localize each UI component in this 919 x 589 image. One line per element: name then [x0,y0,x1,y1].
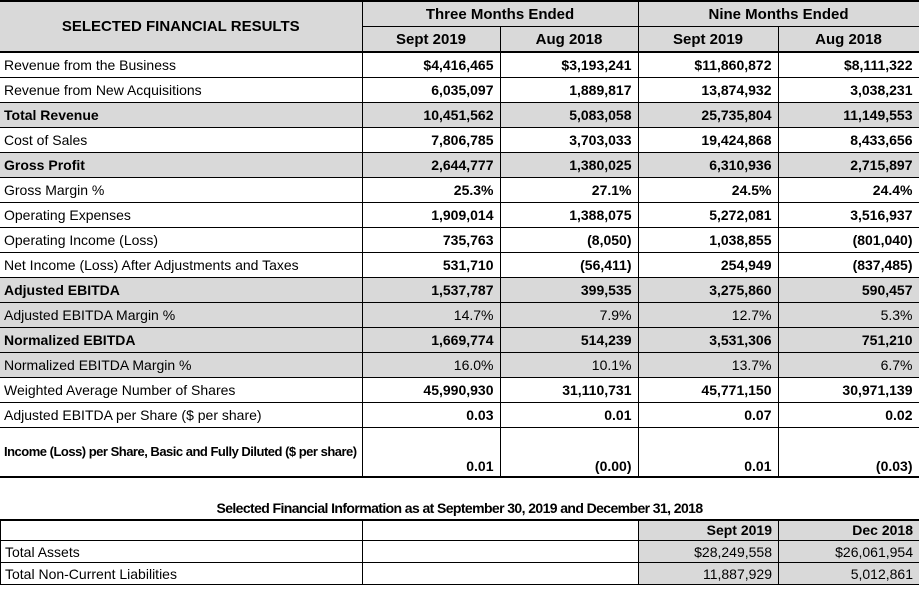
cell-three-sept-2019: 1,669,774 [362,328,500,353]
table-row [0,78,919,103]
cell-nine-sept-2019: 3,531,306 [638,328,778,353]
balance-header-blank-2 [363,519,639,541]
cell-nine-aug-2018: 3,038,231 [778,78,919,103]
row-label: Weighted Average Number of Shares [0,378,362,403]
cell-nine-sept-2019: 25,735,804 [638,103,778,128]
balance-cell-sept-2019: 11,887,929 [639,563,779,585]
balance-row-label: Total Non-Current Liabilities [1,563,363,585]
table-row [0,253,919,278]
cell-three-sept-2019: 0.03 [362,403,500,428]
table-row [0,178,919,203]
table-row [0,353,919,378]
cell-three-aug-2018: (0.00) [500,428,638,478]
column-header-nine-sept-2019: Sept 2019 [638,27,778,53]
balance-spacer-cell [363,563,639,585]
column-header-three-sept-2019: Sept 2019 [362,27,500,53]
cell-three-sept-2019: 1,909,014 [362,203,500,228]
cell-three-aug-2018: 1,388,075 [500,203,638,228]
balance-column-header-dec-2018: Dec 2018 [779,519,919,541]
row-label: Gross Margin % [0,178,362,203]
row-label: Total Revenue [0,103,362,128]
cell-three-sept-2019: 10,451,562 [362,103,500,128]
cell-nine-aug-2018: (0.03) [778,428,919,478]
cell-nine-aug-2018: 30,971,139 [778,378,919,403]
cell-nine-sept-2019: 13.7% [638,353,778,378]
cell-three-aug-2018: 27.1% [500,178,638,203]
cell-three-sept-2019: $4,416,465 [362,52,500,78]
balance-cell-dec-2018: 5,012,861 [779,563,919,585]
balance-table-top-rule [0,519,919,521]
cell-three-sept-2019: 14.7% [362,303,500,328]
cell-nine-sept-2019: $11,860,872 [638,52,778,78]
cell-nine-aug-2018: (837,485) [778,253,919,278]
balance-sheet-table [0,519,919,585]
cell-three-aug-2018: 3,703,033 [500,128,638,153]
row-label: Normalized EBITDA [0,328,362,353]
cell-three-aug-2018: 31,110,731 [500,378,638,403]
table-row [1,541,919,563]
cell-nine-sept-2019: 1,038,855 [638,228,778,253]
cell-nine-sept-2019: 0.07 [638,403,778,428]
cell-three-sept-2019: 531,710 [362,253,500,278]
balance-column-header-sept-2019: Sept 2019 [639,519,779,541]
cell-nine-aug-2018: 590,457 [778,278,919,303]
cell-three-aug-2018: 5,083,058 [500,103,638,128]
group-header-nine-months: Nine Months Ended [638,1,919,27]
row-label: Cost of Sales [0,128,362,153]
balance-spacer-cell [363,541,639,563]
table-row [0,103,919,128]
cell-nine-aug-2018: $8,111,322 [778,52,919,78]
row-label: Net Income (Loss) After Adjustments and Taxes [0,253,362,278]
row-label: Gross Profit [0,153,362,178]
cell-nine-sept-2019: 6,310,936 [638,153,778,178]
cell-three-sept-2019: 45,990,930 [362,378,500,403]
cell-three-sept-2019: 0.01 [362,428,500,478]
cell-nine-sept-2019: 0.01 [638,428,778,478]
cell-nine-sept-2019: 12.7% [638,303,778,328]
cell-three-aug-2018: $3,193,241 [500,52,638,78]
row-label: Operating Income (Loss) [0,228,362,253]
cell-nine-aug-2018: 751,210 [778,328,919,353]
row-label: Normalized EBITDA Margin % [0,353,362,378]
cell-three-sept-2019: 16.0% [362,353,500,378]
cell-three-aug-2018: (8,050) [500,228,638,253]
table-row [0,52,919,78]
cell-nine-sept-2019: 5,272,081 [638,203,778,228]
balance-header-blank [1,519,363,541]
column-header-three-aug-2018: Aug 2018 [500,27,638,53]
cell-three-aug-2018: (56,411) [500,253,638,278]
cell-three-aug-2018: 0.01 [500,403,638,428]
cell-three-sept-2019: 7,806,785 [362,128,500,153]
cell-nine-sept-2019: 254,949 [638,253,778,278]
cell-three-sept-2019: 6,035,097 [362,78,500,103]
table-title: SELECTED FINANCIAL RESULTS [0,1,362,52]
table-row [0,228,919,253]
table-row [0,328,919,353]
cell-nine-aug-2018: 11,149,553 [778,103,919,128]
column-header-nine-aug-2018: Aug 2018 [778,27,919,53]
cell-nine-sept-2019: 19,424,868 [638,128,778,153]
table-row [0,278,919,303]
cell-three-aug-2018: 1,889,817 [500,78,638,103]
cell-three-aug-2018: 10.1% [500,353,638,378]
cell-nine-aug-2018: 8,433,656 [778,128,919,153]
row-label: Adjusted EBITDA Margin % [0,303,362,328]
balance-cell-dec-2018: $26,061,954 [779,541,919,563]
table-row [0,303,919,328]
cell-three-sept-2019: 1,537,787 [362,278,500,303]
group-header-three-months: Three Months Ended [362,1,638,27]
cell-nine-aug-2018: 5.3% [778,303,919,328]
cell-nine-aug-2018: (801,040) [778,228,919,253]
cell-nine-aug-2018: 6.7% [778,353,919,378]
balance-row-label: Total Assets [1,541,363,563]
cell-nine-aug-2018: 2,715,897 [778,153,919,178]
cell-three-aug-2018: 7.9% [500,303,638,328]
cell-nine-sept-2019: 45,771,150 [638,378,778,403]
cell-nine-sept-2019: 13,874,932 [638,78,778,103]
cell-three-sept-2019: 25.3% [362,178,500,203]
row-label: Income (Loss) per Share, Basic and Fully Diluted ($ per share) [0,428,362,478]
table-row [1,563,919,585]
table-row [0,403,919,428]
cell-nine-sept-2019: 3,275,860 [638,278,778,303]
cell-nine-aug-2018: 3,516,937 [778,203,919,228]
cell-three-aug-2018: 1,380,025 [500,153,638,178]
table-row [0,378,919,403]
cell-three-aug-2018: 399,535 [500,278,638,303]
table-row [0,428,919,478]
cell-three-aug-2018: 514,239 [500,328,638,353]
table-row [0,128,919,153]
row-label: Adjusted EBITDA per Share ($ per share) [0,403,362,428]
balance-section-title: Selected Financial Information as at September 30, 2019 and December 31, 2018 [216,500,703,516]
table-row [0,153,919,178]
balance-cell-sept-2019: $28,249,558 [639,541,779,563]
table-row [0,203,919,228]
cell-three-sept-2019: 735,763 [362,228,500,253]
cell-three-sept-2019: 2,644,777 [362,153,500,178]
row-label: Operating Expenses [0,203,362,228]
cell-nine-aug-2018: 0.02 [778,403,919,428]
cell-nine-aug-2018: 24.4% [778,178,919,203]
row-label: Revenue from New Acquisitions [0,78,362,103]
row-label: Adjusted EBITDA [0,278,362,303]
row-label: Revenue from the Business [0,52,362,78]
cell-nine-sept-2019: 24.5% [638,178,778,203]
